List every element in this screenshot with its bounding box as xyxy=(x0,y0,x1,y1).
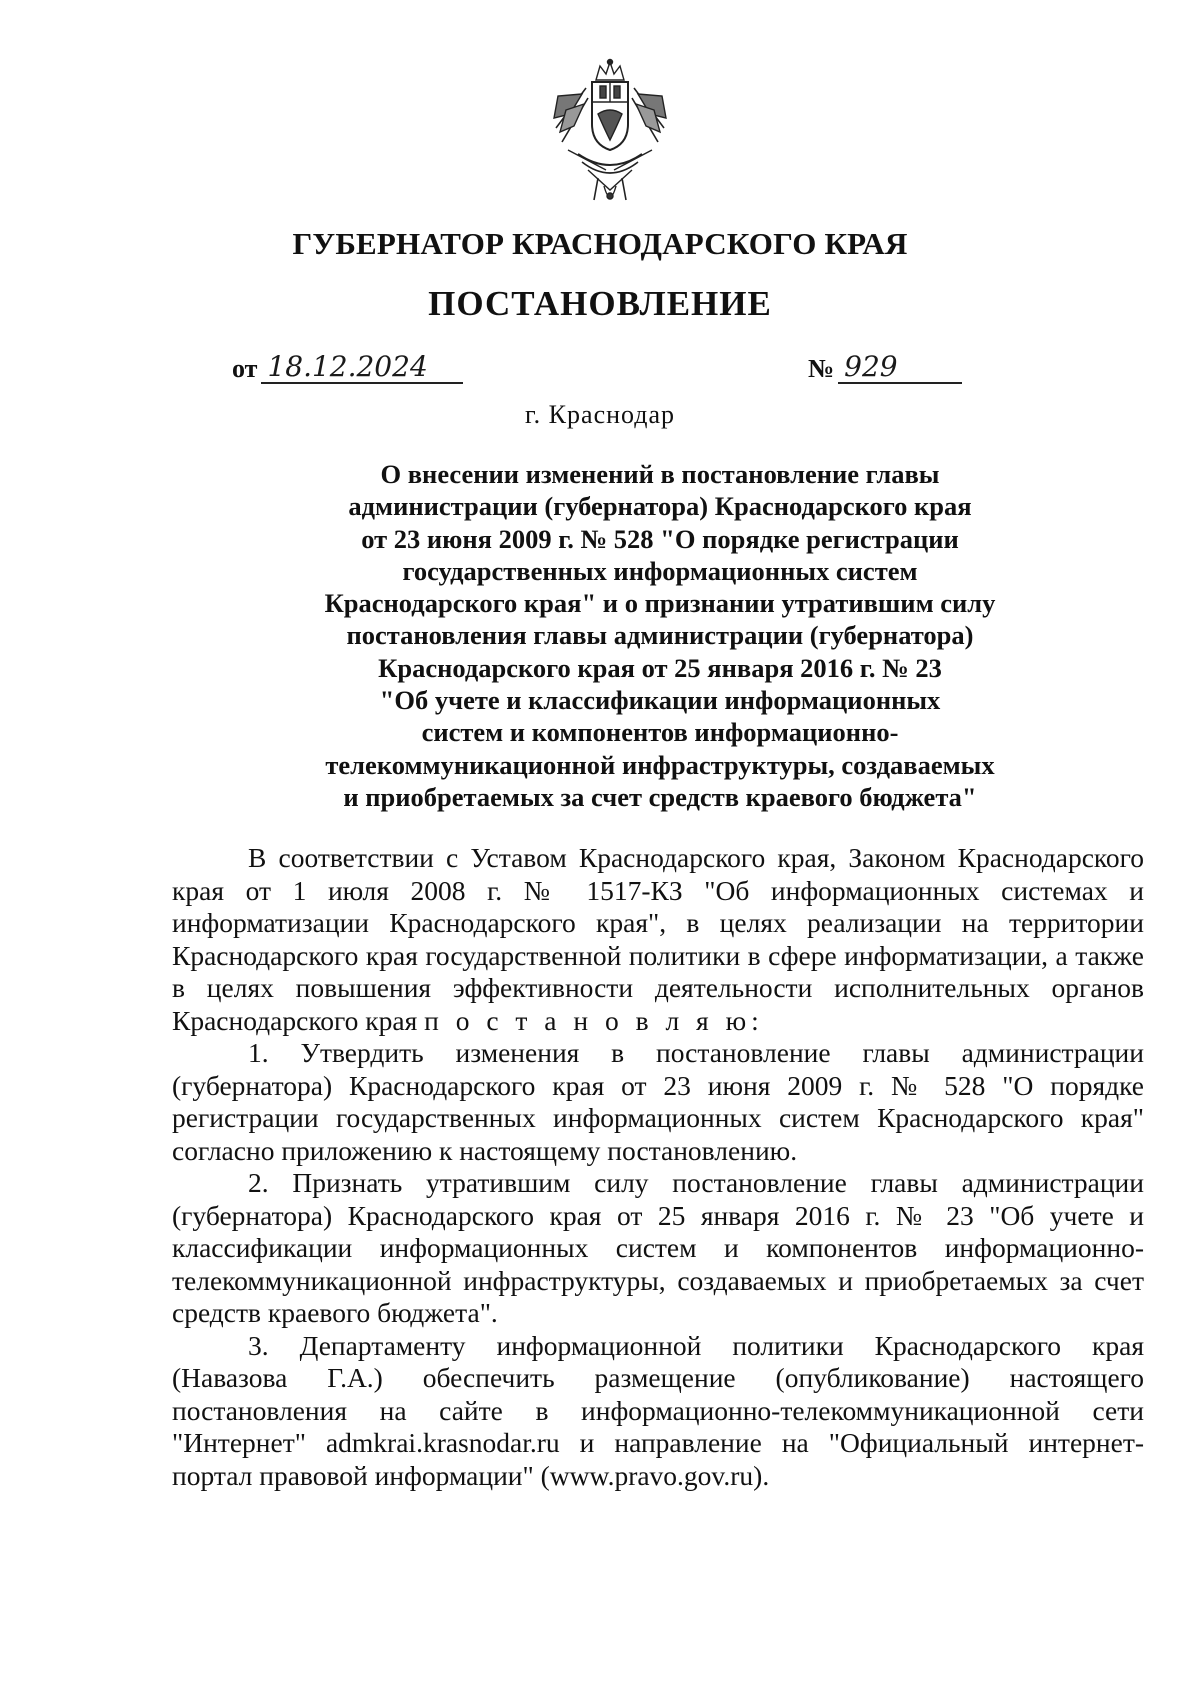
item-1: 1. Утвердить изменения в постановление главы администрации (губернатора) Краснодарского края от 23 июня 2009 г. № 528 "О порядке регистрации государственных информационных систем Краснодарского края" согласно приложению к настоящему постановлению. xyxy=(172,1037,1144,1166)
date-prefix: от xyxy=(232,354,258,383)
handwritten-date: 18.12.2024 xyxy=(261,352,463,384)
handwritten-number: 929 xyxy=(838,352,962,384)
preamble-text: В соответствии с Уставом Краснодарского края, Законом Краснодарского края от 1 июля 2008 г. № 1517-КЗ "Об информационных системах и информатизации Краснодарского края", в целях реализации на территории Краснодарского края государственной политики в сфере информатизации, а также в целях повышения эффективности деятельности исполнительных органов Краснодарского края xyxy=(172,842,1144,1036)
preamble-paragraph xyxy=(172,842,1144,1037)
number-prefix: № xyxy=(808,354,835,383)
item-2: 2. Признать утратившим силу постановление главы администрации (губернатора) Краснодарского края от 25 января 2016 г. № 23 "Об учете и классификации информационных систем и компонентов информационно-телекоммуникационной инфраструктуры, создаваемых и приобретаемых за счет средств краевого бюджета". xyxy=(172,1167,1144,1328)
item-3: 3. Департаменту информационной политики Краснодарского края (Навазова Г.А.) обеспечить размещение (опубликование) настоящего постановления на сайте в информационно-телекоммуникационной сети "Интернет" admkrai.krasnodar.ru и направление на "Официальный интернет-портал правовой информации" (www.pravo.gov.ru). xyxy=(172,1329,1144,1491)
number-field xyxy=(808,352,962,384)
issuing-authority: ГУБЕРНАТОР КРАСНОДАРСКОГО КРАЯ xyxy=(292,226,908,261)
decree-body xyxy=(172,842,1144,1492)
city-line: г. Краснодар xyxy=(524,400,676,429)
document-type: ПОСТАНОВЛЕНИЕ xyxy=(428,284,772,323)
date-field xyxy=(232,352,463,384)
coat-of-arms-icon xyxy=(548,58,672,212)
decree-title: О внесении изменений в постановление главы администрации (губернатора) Краснодарского края от 23 июня 2009 г. № 528 "О порядке регистрации государственных информационных систем Краснодарского края" и о признании утратившим силу постановления главы администрации (губернатора) Краснодарского края от 25 января 2016 г. № 23 "Об учете и классификации информационных систем и компонентов информационно- телекоммуникационной инфраструктуры, создаваемых и приобретаемых за счет средств краевого бюджета" xyxy=(324,459,996,812)
decree-word: п о с т а н о в л я ю: xyxy=(424,1004,764,1036)
